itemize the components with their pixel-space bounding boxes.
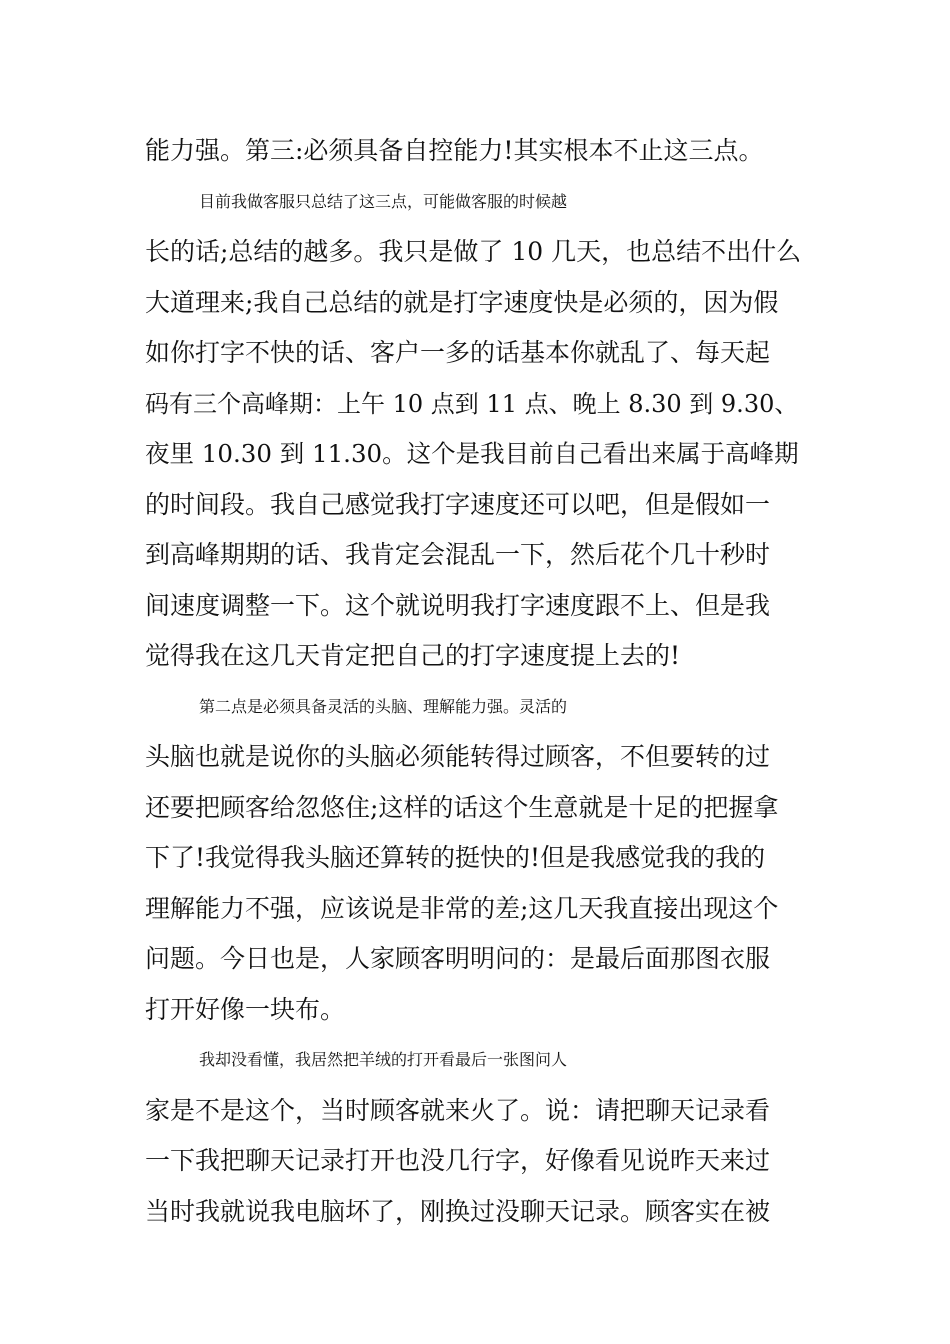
text-line: 下了!我觉得我头脑还算转的挺快的!但是我感觉我的我的 xyxy=(145,843,766,872)
text-line: 第二点是必须具备灵活的头脑、理解能力强。灵活的 xyxy=(199,696,568,716)
text-line: 当时我就说我电脑坏了，刚换过没聊天记录。顾客实在被 xyxy=(145,1196,771,1226)
text-line: 长的话;总结的越多。我只是做了 10 几天，也总结不出什么 xyxy=(145,237,802,266)
paragraph xyxy=(145,1035,810,1237)
paragraph xyxy=(145,177,810,682)
text-line: 问题。今日也是，人家顾客明明问的：是最后面那图衣服 xyxy=(145,944,771,973)
text-line: 夜里 10.30 到 11.30。这个是我目前自己看出来属于高峰期 xyxy=(145,439,799,468)
text-line: 头脑也就是说你的头脑必须能转得过顾客，不但要转的过 xyxy=(145,742,771,771)
text-line: 的时间段。我自己感觉我打字速度还可以吧，但是假如一 xyxy=(145,489,771,519)
text-line: 家是不是这个，当时顾客就来火了。说：请把聊天记录看 xyxy=(145,1095,771,1125)
body-text xyxy=(145,126,810,1237)
text-line: 理解能力不强，应该说是非常的差;这几天我直接出现这个 xyxy=(145,893,779,923)
text-line: 我却没看懂，我居然把羊绒的打开看最后一张图问人 xyxy=(199,1050,568,1069)
text-line: 还要把顾客给忽悠住;这样的话这个生意就是十足的把握拿 xyxy=(145,792,779,822)
text-line: 大道理来;我自己总结的就是打字速度快是必须的，因为假 xyxy=(145,287,779,317)
text-line: 码有三个高峰期：上午 10 点到 11 点、晚上 8.30 到 9.30、 xyxy=(145,389,799,418)
text-line: 目前我做客服只总结了这三点，可能做客服的时候越 xyxy=(199,191,568,211)
text-line: 打开好像一块布。 xyxy=(145,994,346,1024)
text-line: 如你打字不快的话、客户一多的话基本你就乱了、每天起 xyxy=(145,338,771,367)
paragraph xyxy=(145,126,810,177)
paragraph xyxy=(145,682,810,1036)
text-line: 能力强。第三:必须具备自控能力!其实根本不止这三点。 xyxy=(145,136,764,165)
text-line: 一下我把聊天记录打开也没几行字，好像看见说昨天来过 xyxy=(145,1146,771,1175)
text-line: 间速度调整一下。这个就说明我打字速度跟不上、但是我 xyxy=(145,590,771,620)
text-line: 到高峰期期的话、我肯定会混乱一下，然后花个几十秒时 xyxy=(145,540,771,569)
text-line: 觉得我在这几天肯定把自己的打字速度提上去的! xyxy=(145,641,681,670)
